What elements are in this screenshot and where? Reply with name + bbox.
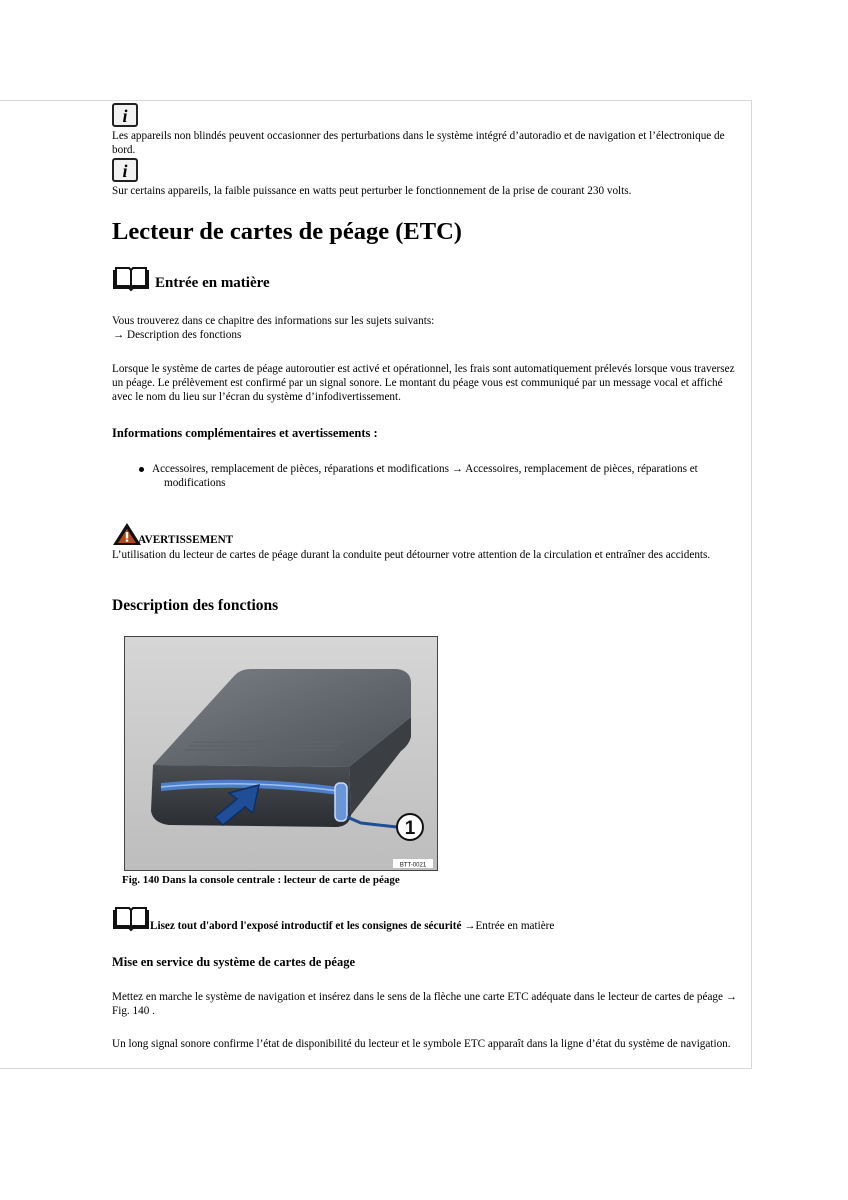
bullet-icon	[139, 467, 144, 472]
read-first-link[interactable]: →Entrée en matière	[461, 920, 555, 932]
list-item[interactable]	[112, 462, 742, 490]
figure-code: BTT-0021	[399, 862, 427, 869]
book-icon	[112, 266, 150, 292]
section-heading-intro: Entrée en matière	[155, 275, 270, 291]
read-first-line	[150, 919, 750, 933]
page-title: Lecteur de cartes de péage (ETC)	[112, 218, 462, 245]
note-text: Les appareils non blindés peuvent occasionner des perturbations dans le système intégré d’autoradio et de navigation et l’électronique de bord.	[112, 130, 725, 156]
paragraph: Un long signal sonore confirme l’état de disponibilité du lecteur et le symbole ETC apparaît dans la ligne d’état du système de navigation.	[112, 1038, 731, 1050]
warning-title: AVERTISSEMENT	[138, 534, 234, 546]
read-first-text: Lisez tout d'abord l'exposé introductif et les consignes de sécurité	[150, 920, 462, 932]
card-reader-illustration	[125, 637, 437, 870]
callout-number: 1	[404, 818, 416, 839]
link-description[interactable]: → Description des fonctions	[113, 329, 242, 341]
note-text: Sur certains appareils, la faible puissance en watts peut perturber le fonctionnement de la prise de courant 230 volts.	[112, 185, 632, 197]
figure-card-reader	[124, 636, 438, 871]
info-icon: i	[112, 158, 138, 182]
intro-lead: Vous trouverez dans ce chapitre des informations sur les sujets suivants:	[112, 315, 435, 327]
figure-caption: Fig. 140 Dans la console centrale : lecteur de carte de péage	[122, 874, 400, 886]
warning-text: L’utilisation du lecteur de cartes de péage durant la conduite peut détourner votre attention de la circulation et entraîner des accidents.	[112, 549, 711, 561]
intro-paragraph: Lorsque le système de cartes de péage autoroutier est activé et opérationnel, les frais sont automatiquement prélevés lorsque vous traversez un péage. Le prélèvement est confirmé par un signal sonore. Le montant du péage vous est communiqué par un message vocal et affiché avec le nom du lieu sur l’écran du système d’infodivertissement.	[112, 363, 735, 403]
complement-heading: Informations complémentaires et avertissements :	[112, 426, 378, 440]
section-heading-description: Description des fonctions	[112, 597, 279, 614]
book-icon	[112, 906, 150, 932]
info-icon: i	[112, 103, 138, 127]
complement-list	[112, 462, 742, 490]
sub-heading: Mise en service du système de cartes de péage	[112, 955, 355, 969]
paragraph: Mettez en marche le système de navigation et insérez dans le sens de la flèche une carte ETC adéquate dans le lecteur de cartes de péage → Fig. 140 .	[112, 991, 737, 1017]
list-item-text: Accessoires, remplacement de pièces, réparations et modifications → Accessoires, remplacement de pièces, réparations et modifications	[152, 463, 698, 489]
